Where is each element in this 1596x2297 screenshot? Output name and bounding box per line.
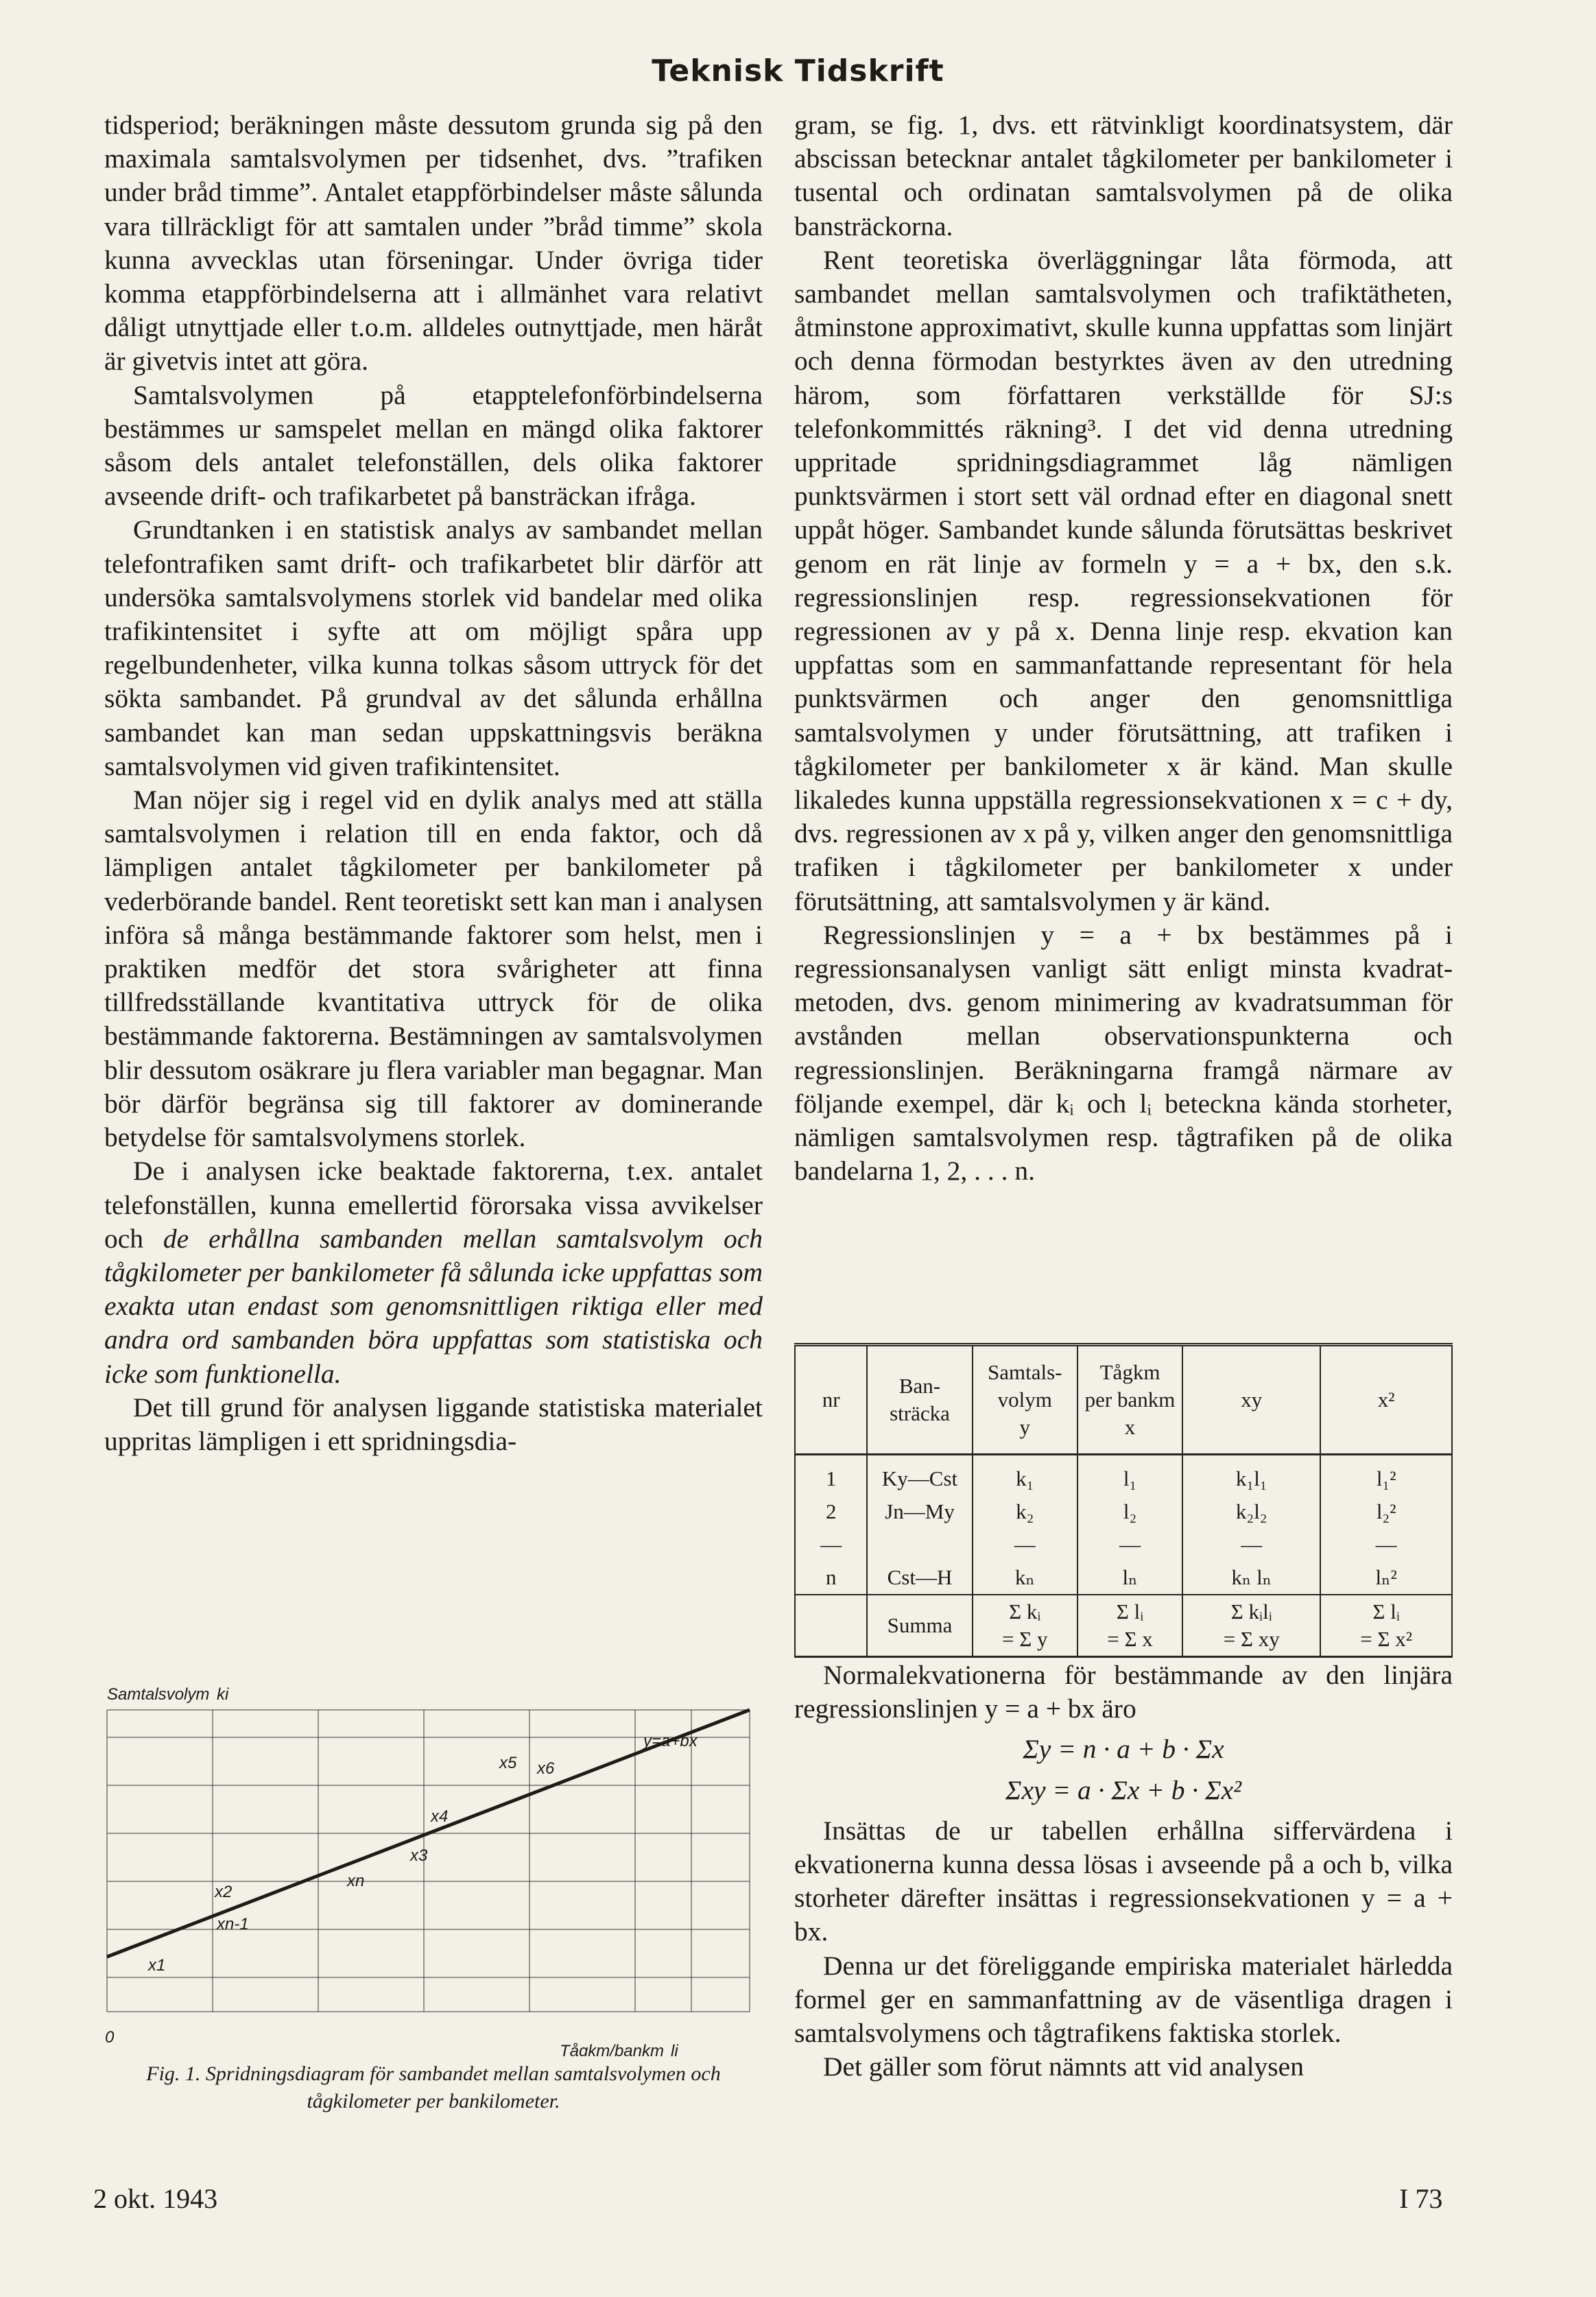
y-axis-label: Samtalsvolym	[107, 1686, 210, 1704]
table-cell: k₂l₂	[1182, 1495, 1320, 1528]
page-number: I 73	[1399, 2183, 1443, 2214]
paragraph	[104, 1154, 763, 1390]
table-cell: k₁	[973, 1455, 1077, 1496]
point-label: xn-1	[217, 1915, 249, 1933]
normal-equation: Σxy = a · Σx + b · Σx²	[1005, 1774, 1241, 1805]
table-cell: l₂	[1077, 1495, 1182, 1528]
table-cell: Summa	[867, 1595, 972, 1657]
scatter-svg	[102, 1686, 753, 2056]
table-cell: n	[795, 1561, 867, 1595]
table-row	[795, 1455, 1452, 1496]
paragraph: tidsperiod; beräkningen måste dessutom grunda sig på den maximala samtalsvolymen per tidsenhet, dvs. ”trafiken under bråd timme”. Antalet etappförbindelser måste sålunda vara tillräckligt för att samtalen under ”bråd timme” skola kunna avvecklas utan förseningar. Under övriga tider komma etappförbindelserna att i allmänhet vara relativt dåligt utnyttjade eller t.o.m. alldeles outnyttjade, men häråt är givetvis intet att göra.	[104, 110, 763, 377]
scatter-diagram	[102, 1686, 753, 2056]
table-cell: l₁²	[1320, 1455, 1452, 1496]
table-cell: Σ kᵢ = Σ y	[973, 1595, 1077, 1657]
right-column-lower	[794, 1658, 1453, 2084]
y-axis-var: ki	[217, 1686, 229, 1704]
paragraph: Insättas de ur tabellen erhållna siffervärdena i ekvationerna kunna dessa lösas i avseende på a och b, vilka storheter därefter insättas i regressionsekvationen y = a + bx.	[794, 1815, 1453, 1947]
paragraph: Denna ur det föreliggande empiriska materialet härledda formel ger en sammanfattning av de väsentliga dragen i samtalsvolymens och tågtrafikens faktiska storlek.	[794, 1950, 1453, 2049]
table-cell: k₁l₁	[1182, 1455, 1320, 1496]
table-header: Ban- sträcka	[867, 1345, 972, 1455]
table-cell: —	[795, 1528, 867, 1561]
table-cell	[867, 1528, 972, 1561]
table-cell: —	[1077, 1528, 1182, 1561]
regression-line-label: y=a+bx	[643, 1732, 698, 1750]
normal-equation: Σy = n · a + b · Σx	[1023, 1734, 1224, 1765]
emphasized-text: de erhållna sambanden mellan samtalsvolym och tågkilometer per bankilometer få sålunda icke uppfattas som exakta utan endast som genomsnittligen riktiga eller med andra ord sambanden böra uppfattas som statistiska och icke som funktionella.	[104, 1223, 763, 1389]
table-header: nr	[795, 1345, 867, 1455]
left-column	[104, 108, 763, 1458]
table-cell: l₁	[1077, 1455, 1182, 1496]
point-label: xn	[347, 1872, 365, 1890]
x-axis-var: li	[671, 2042, 678, 2056]
table-cell	[795, 1595, 867, 1657]
point-label: x4	[431, 1807, 449, 1826]
footer-date: 2 okt. 1943	[93, 2183, 218, 2214]
table-row	[795, 1528, 1452, 1561]
table-cell: l₂²	[1320, 1495, 1452, 1528]
point-label: x5	[499, 1754, 517, 1772]
table-cell: Σ lᵢ = Σ x	[1077, 1595, 1182, 1657]
paragraph: Man nöjer sig i regel vid en dylik analys med att ställa samtalsvolymen i relation till en enda faktor, och då lämpligen antalet tågkilometer per bankilometer på vederbörande bandel. Rent teoretiskt sett kan man i analysen införa så många bestämmande faktorer som helst, men i praktiken medför det stora svårigheter att finna tillfredsställande kvantitativa uttryck för de olika bestämmande faktorerna. Bestämningen av samtalsvolymen blir dessutom osäkrare ju flera variabler man begagnar. Man bör därför begränsa sig till faktorer av dominerande betydelse för samtalsvolymens storlek.	[104, 785, 763, 1153]
point-label: x3	[410, 1846, 428, 1865]
table-header: xy	[1182, 1345, 1320, 1455]
table-cell: kₙ	[973, 1561, 1077, 1595]
table-row	[795, 1495, 1452, 1528]
table-cell: k₂	[973, 1495, 1077, 1528]
paragraph-text: De i analysen icke beaktade faktorerna, t.ex. antalet telefonställen, kunna emellertid förorsaka vissa avvikelser och	[104, 1156, 763, 1254]
table-cell: Jn—My	[867, 1495, 972, 1528]
table-cell: —	[1182, 1528, 1320, 1561]
table-cell: 2	[795, 1495, 867, 1528]
table-cell: —	[1320, 1528, 1452, 1561]
point-label: x1	[148, 1956, 166, 1975]
table-cell: lₙ²	[1320, 1561, 1452, 1595]
paragraph: Grundtanken i en statistisk analys av sambandet mellan telefontrafiken samt drift- och trafikarbetet blir därför att undersöka samtalsvolymens storlek vid bandelar med olika trafikintensitet i syfte att om möjligt spåra upp regelbundenheter, vilka kunna tolkas såsom uttryck för det sökta sambandet. På grundval av det sålunda erhållna sambandet kan man sedan uppskattningsvis beräkna samtalsvolymen vid given trafikintensitet.	[104, 514, 763, 781]
table-cell: lₙ	[1077, 1561, 1182, 1595]
paragraph: Samtalsvolymen på etapptelefonförbindelserna bestämmes ur samspelet mellan en mängd olika faktorer såsom dels antalet telefonställen, dels olika faktorer avseende drift- och trafikarbetet på bansträckan ifråga.	[104, 379, 763, 512]
point-label: x6	[537, 1759, 555, 1778]
table-cell: Cst—H	[867, 1561, 972, 1595]
paragraph: Normalekvationerna för bestämmande av den linjära regressionslinjen y = a + bx äro	[794, 1660, 1453, 1724]
table-cell: —	[973, 1528, 1077, 1561]
paragraph: Det gäller som förut nämnts att vid analysen	[823, 2051, 1304, 2082]
table-cell: Ky—Cst	[867, 1455, 972, 1496]
paragraph: Det till grund för analysen liggande statistiska materialet uppritas lämpligen i ett spridningsdia-	[104, 1392, 763, 1456]
table-cell: kₙ lₙ	[1182, 1561, 1320, 1595]
table-row	[795, 1561, 1452, 1595]
table-cell: Σ kᵢlᵢ = Σ xy	[1182, 1595, 1320, 1657]
regression-table	[794, 1343, 1453, 1658]
table-header: Tågkm per bankm x	[1077, 1345, 1182, 1455]
paragraph: gram, se fig. 1, dvs. ett rätvinkligt koordinatsystem, där abscissan betecknar antalet tågkilometer per bankilometer i tusental och ordinatan samtalsvolymen på de olika bansträckorna.	[794, 110, 1453, 241]
table-cell: Σ lᵢ = Σ x²	[1320, 1595, 1452, 1657]
journal-header: Teknisk Tidskrift	[652, 53, 944, 88]
x-axis-label: Tågkm/bankm	[559, 2042, 664, 2056]
table-header: Samtals- volym y	[973, 1345, 1077, 1455]
right-column	[794, 108, 1453, 1189]
figure-caption: Fig. 1. Spridningsdiagram för sambandet mellan samtalsvolymen och tågkilometer per bankilometer.	[146, 2062, 721, 2112]
paragraph: Rent teoretiska överläggningar låta förmoda, att sambandet mellan samtalsvolymen och trafiktätheten, åtminstone approximativt, skulle kunna uppfattas som linjärt och denna förmodan bestyrktes även av den utredning härom, som författaren verkställde för SJ:s telefonkommittés räkning³. I det vid denna utredning uppritade spridningsdiagrammet låg nämligen punktsvärmen i stort sett väl ordnad efter en diagonal snett uppåt höger. Sambandet kunde sålunda förutsättas beskrivet genom en rät linje av formeln y = a + bx, den s.k. regressionslinjen resp. regressionsekvationen för regressionen av y på x. Denna linje resp. ekvation kan uppfattas som en sammanfattande representant för hela punktsvärmen och anger den genomsnittliga samtalsvolymen y under förutsättning, att trafiken i tågkilometer per bankilometer x är känd. Man skulle likaledes kunna uppställa regressionsekvationen x = c + dy, dvs. regressionen av x på y, vilken anger den genomsnittliga trafiken i tågkilometer per bankilometer x under förutsättning, att samtalsvolymen y är känd.	[794, 244, 1453, 916]
origin-label: 0	[105, 2028, 115, 2047]
point-label: x2	[215, 1883, 233, 1901]
table-header: x²	[1320, 1345, 1452, 1455]
paragraph: Regressionslinjen y = a + bx bestämmes på i regressionsanalysen vanligt sätt enligt minsta kvadrat-metoden, dvs. genom minimering av kvadratsumman för avstånden mellan observationspunkterna och regressionslinjen. Beräkningarna framgå närmare av följande exempel, där kᵢ och lᵢ beteckna kända storheter, nämligen samtalsvolymen resp. tågtrafiken på de olika bandelarna 1, 2, . . . n.	[794, 919, 1453, 1187]
table-cell: 1	[795, 1455, 867, 1496]
table-sum-row	[795, 1595, 1452, 1657]
